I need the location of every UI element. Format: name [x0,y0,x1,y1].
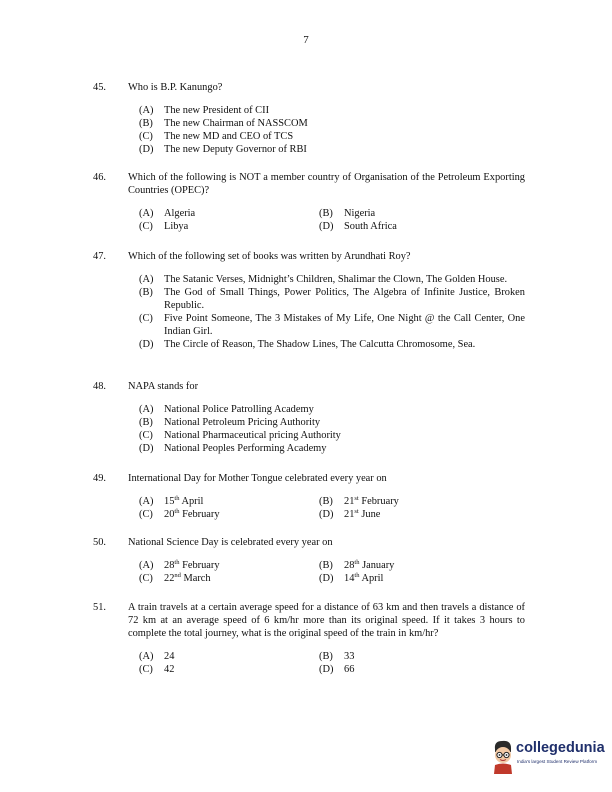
question-number: 47. [93,251,106,262]
option-text: The new Chairman of NASSCOM [164,118,308,129]
option-text: 14th April [344,572,384,584]
question-text: International Day for Mother Tongue celebrated every year on [128,473,387,484]
question-number: 49. [93,473,106,484]
option-text: The Satanic Verses, Midnight’s Children, Shalimar the Clown, The Golden House. [164,274,508,285]
option-c [139,429,525,442]
option-b [139,416,525,429]
option-text: 28th January [344,559,395,571]
option-text: The God of Small Things, Power Politics, The Algebra of Infinite Justice, Broken Republic. [164,287,525,311]
question-48 [93,380,525,455]
question-text: Who is B.P. Kanungo? [128,82,223,93]
option-c [139,130,525,143]
option-label: (A) [139,105,154,116]
option-label: (C) [139,664,153,675]
option-text: The Circle of Reason, The Shadow Lines, The Calcutta Chromosome, Sea. [164,339,476,350]
option-text: 15th April [164,495,204,507]
option-text: 33 [344,651,355,662]
option-label: (C) [139,221,153,232]
option-b [319,495,499,508]
question-50 [93,536,525,585]
question-number: 51. [93,602,106,613]
option-d [139,143,525,156]
options-grid [139,559,525,585]
mascot-icon [490,738,516,774]
option-c [139,220,319,233]
option-text: Algeria [164,208,196,219]
option-c [139,312,525,338]
option-text: The new Deputy Governor of RBI [164,144,307,155]
option-label: (D) [319,509,334,520]
question-text: A train travels at a certain average speed for a distance of 63 km and then travels a distance of 72 km at an average speed of 6 km/hr more than its original speed. If it takes 3 hours to complete the total journey, what is the original speed of the train in km/hr? [128,602,525,639]
option-label: (B) [319,651,333,662]
options-grid [139,495,525,521]
question-number: 45. [93,82,106,93]
option-a [139,650,319,663]
option-label: (A) [139,496,154,507]
option-d [319,663,499,676]
question-46 [93,171,525,233]
option-text: Libya [164,221,189,232]
option-label: (C) [139,131,153,142]
option-b [319,207,499,220]
option-label: (D) [319,573,334,584]
option-a [139,273,525,286]
collegedunia-logo [490,738,606,778]
option-a [139,559,319,572]
option-d [319,508,499,521]
option-a [139,104,525,117]
option-label: (B) [319,496,333,507]
option-text: 21st February [344,495,399,507]
option-b [139,286,525,312]
question-text: Which of the following is NOT a member country of Organisation of the Petroleum Exporting Countries (OPEC)? [128,172,525,196]
option-text: Five Point Someone, The 3 Mistakes of My Life, One Night @ the Call Center, One Indian Girl. [164,313,525,337]
option-text: National Police Patrolling Academy [164,404,314,415]
option-label: (C) [139,430,153,441]
option-label: (B) [139,118,153,129]
question-49 [93,472,525,521]
question-text: National Science Day is celebrated every year on [128,537,333,548]
option-a [139,495,319,508]
option-label: (B) [139,287,153,298]
option-label: (B) [139,417,153,428]
question-text: Which of the following set of books was written by Arundhati Roy? [128,251,411,262]
option-c [139,663,319,676]
options-list [139,273,525,351]
option-label: (A) [139,274,154,285]
option-label: (D) [319,221,334,232]
option-text: 24 [164,651,175,662]
page-number: 7 [303,34,309,46]
option-label: (A) [139,208,154,219]
option-text: 42 [164,664,175,675]
options-list [139,403,525,455]
option-label: (D) [139,443,154,454]
option-label: (A) [139,404,154,415]
option-text: National Peoples Performing Academy [164,443,327,454]
option-label: (D) [139,339,154,350]
option-c [139,572,319,585]
option-c [139,508,319,521]
option-a [139,403,525,416]
option-text: South Africa [344,221,397,232]
logo-tagline: India's largest Student Review Platform [517,759,598,764]
option-label: (D) [139,144,154,155]
option-text: 22nd March [164,572,211,584]
question-number: 48. [93,381,106,392]
options-grid [139,650,525,676]
option-label: (B) [319,560,333,571]
option-text: 20th February [164,508,220,520]
option-b [319,650,499,663]
option-d [139,338,525,351]
question-47 [93,250,525,351]
question-51 [93,601,525,676]
option-d [319,220,499,233]
option-text: 21st June [344,508,381,520]
option-label: (A) [139,651,154,662]
question-45 [93,81,525,156]
option-label: (B) [319,208,333,219]
option-text: National Petroleum Pricing Authority [164,417,321,428]
option-label: (A) [139,560,154,571]
question-text: NAPA stands for [128,381,199,392]
option-text: Nigeria [344,208,376,219]
option-d [319,572,499,585]
options-grid [139,207,525,233]
option-b [319,559,499,572]
question-number: 46. [93,172,106,183]
option-label: (D) [319,664,334,675]
option-text: 66 [344,664,355,675]
option-label: (C) [139,313,153,324]
option-text: The new MD and CEO of TCS [164,131,294,142]
option-d [139,442,525,455]
option-label: (C) [139,509,153,520]
option-a [139,207,319,220]
logo-name: collegedunia [516,740,605,756]
option-text: National Pharmaceutical pricing Authority [164,430,341,441]
question-number: 50. [93,537,106,548]
option-label: (C) [139,573,153,584]
option-text: 28th February [164,559,220,571]
option-b [139,117,525,130]
options-list [139,104,525,156]
option-text: The new President of CII [164,105,270,116]
